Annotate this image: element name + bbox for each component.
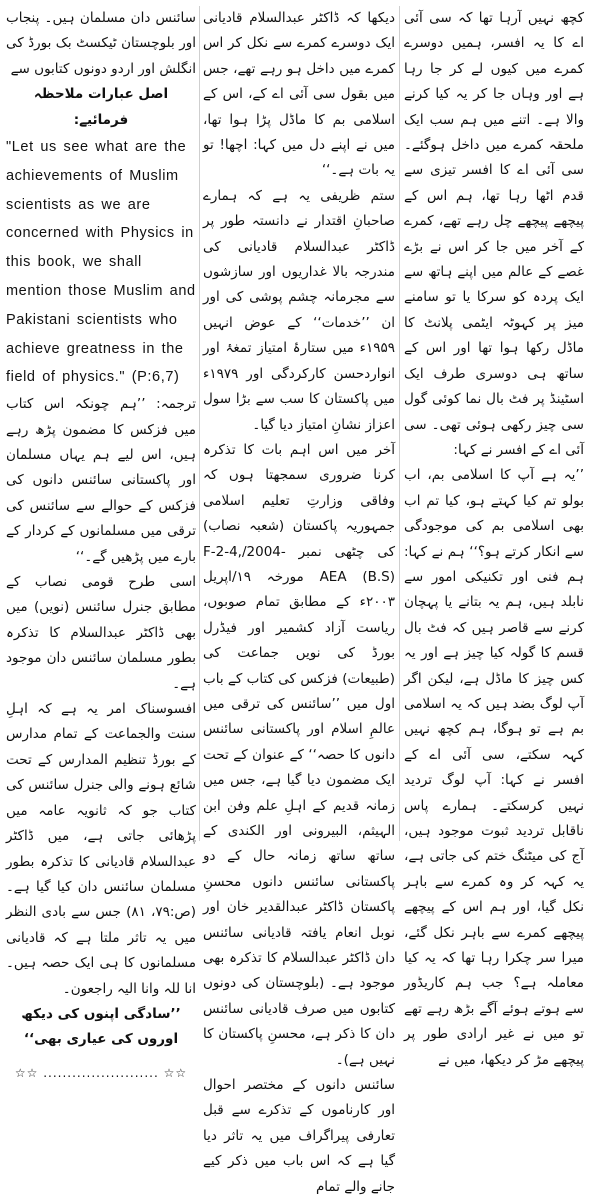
paragraph: ’’یہ ہے آپ کا اسلامی بم، اب بولو تم کیا کہتے ہو، کیا تم اب بھی اسلامی بم کی موجودگی سے انکار کرتے ہو؟‘‘ ہم نے کہا: ہم فنی اور تکنیکی امور سے نابلد ہیں، ہم یہ بتانے یا پہچان کرنے سے قاصر ہیں کہ فٹ بال قسم کا گولہ کیا چیز ہے اور یہ کس چیز کا ماڈل ہے، لیکن اگر آپ لوگ بضد ہیں کہ یہ اسلامی بم ہے تو ہوگا، ہم کچھ نہیں کہہ سکتے، سی آئی اے کے افسر نے کہا: آپ لوگ تردید نہیں کرسکتے۔ ہمارے پاس ناقابل تردید ثبوت موجود ہیں، آج کی میٹنگ ختم کی جاتی ہے، یہ کہہ کر وہ کمرے سے باہر نکل گیا، اور ہم اس کے پیچھے پیچھے کمرے سے باہر نکل گئے، میرا سر چکرا رہا تھا کہ یہ کیا معاملہ ہے؟ جب ہم کاریڈور سے ہوتے ہوئے آگے بڑھ رہے تھے تو میں نے غیر ارادی طور پر پیچھے مڑ کر دیکھا، میں نے xyxy=(404,467,584,1068)
middle-column xyxy=(203,6,395,1195)
column-divider xyxy=(199,6,200,841)
section-end-stars: ☆☆ ........................ ☆☆ xyxy=(14,1065,188,1080)
quote-heading: اصل عبارات ملاحظہ فرمائیے: xyxy=(33,86,169,128)
left-column xyxy=(6,6,196,1080)
paragraph: دیکھا کہ ڈاکٹر عبدالسلام قادیانی ایک دوسرے کمرے سے نکل کر اس کمرے میں داخل ہو رہے تھے، جس میں بقول سی آئی اے کے، اس کے اسلامی بم کا ماڈل پڑا ہوا تھا، میں نے اپنے دل میں کہا: اچھا! تو یہ بات ہے۔‘‘ xyxy=(203,10,395,179)
paragraph: کچھ نہیں آرہا تھا کہ سی آئی اے کا یہ افسر، ہمیں دوسرے کمرے میں کیوں لے کر جا رہا ہے اور وہاں جا کر یہ کیا کرنے والا ہے۔ اتنے میں ہم سب ایک ملحقہ کمرے میں داخل ہوگئے۔ سی آئی اے کا افسر تیزی سے قدم اٹھا رہا تھا، ہم اس کے پیچھے پیچھے چل رہے تھے، کمرے کے آخر میں جا کر اس نے بڑے غصے کے عالم میں اپنے ہاتھ سے ایک پردہ کو سرکا یا تو سامنے میز پر کہوٹہ ایٹمی پلانٹ کا ماڈل رکھا ہوا تھا اور اس کے ساتھ ہی دوسری طرف ایک اسٹینڈ پر فٹ بال نما کوئی گول سی چیز رکھی ہوئی تھی۔ سی آئی اے کے افسر نے کہا: xyxy=(404,10,584,458)
intro-paragraph: سائنس دان مسلمان ہیں۔ پنجاب اور بلوچستان ٹیکسٹ بک بورڈ کی انگلش اور اردو دونوں کتابوں سے xyxy=(6,10,196,77)
paragraph: سائنس دانوں کے مختصر احوال اور کارناموں کے تذکرے سے قبل تعارفی پیراگراف میں یہ تاثر دیا گیا ہے کہ اس باب میں ذکر کیے جانے والے تمام xyxy=(203,1077,395,1195)
paragraph: افسوسناک امر یہ ہے کہ اہلِ سنت والجماعت کے تمام مدارس کے بورڈ تنظیم المدارس کے تحت شائع ہونے والی جنرل سائنس کی کتاب جو کہ ثانویہ عامہ میں پڑھائی جاتی ہے، میں ڈاکٹر عبدالسلام قادیانی کا تذکرہ بطور مسلمان سائنس دان کیا گیا ہے۔ (ص:۷۹، ۸۱) جس سے بادی النظر میں یہ تاثر ملتا ہے کہ قادیانی مسلمانوں کا ہی ایک حصہ ہیں۔ انا للہ وانا الیہ راجعون۔ xyxy=(6,701,196,997)
translation-paragraph: ترجمہ: ’’ہم چونکہ اس کتاب میں فزکس کا مضمون پڑھ رہے ہیں، اس لیے ہم یہاں مسلمان اور پاکستانی سائنس دانوں کی فزکس کے حوالے سے سائنس کی ترقی میں مسلمانوں کے کردار کے بارے میں پڑھیں گے۔‘‘ xyxy=(6,396,196,565)
paragraph: ستم ظریفی یہ ہے کہ ہمارے صاحبانِ اقتدار نے دانستہ طور پر ڈاکٹر عبدالسلام قادیانی کی مندرجہ بالا غداریوں اور سازشوں سے مجرمانہ چشم پوشی کی اور ان ’’خدمات‘‘ کے عوض انہیں ۱۹۵۹ء میں ستارۂ امتیاز تمغۂ اور انواردحسن کارکردگی اور ۱۹۷۹ء میں پاکستان کا سب سے بڑا سول اعزاز نشانِ امتیاز دیا گیا۔ xyxy=(203,187,395,433)
english-quote: "Let us see what are the achievements of Muslim scientists as we are concerned with Physics in this book, we shall mention those Muslim and Pakistani scientists who achieve greatness in the field of physics." (P:6,7) xyxy=(6,139,196,386)
paragraph: اسی طرح قومی نصاب کے مطابق جنرل سائنس (نویں) میں بھی ڈاکٹر عبدالسلام کا تذکرہ بطور مسلمان سائنس دان موجود ہے۔ xyxy=(6,574,196,692)
right-column xyxy=(404,6,584,1068)
column-divider xyxy=(399,6,400,841)
closing-quote: ’’سادگی اپنوں کی دیکھ اوروں کی عیاری بھی‘‘ xyxy=(21,1005,181,1048)
paragraph: آخر میں اس اہم بات کا تذکرہ کرنا ضروری سمجھتا ہوں کہ وفاقی وزارتِ تعلیم اسلامی جمہوریہ پاکستان (شعبہ نصاب) کی چٹھی نمبر F-2-4,/2004-AEA (B.S) مورخہ ۱۹/اپریل ۲۰۰۳ء کے مطابق تمام صوبوں، ریاست آزاد کشمیر اور فیڈرل بورڈ کی نویں جماعت کی (طبیعات) فزکس کی کتاب کے باب اول میں ’’سائنس کی ترقی میں عالمِ اسلام اور پاکستانی سائنس دانوں کا حصہ‘‘ کے عنوان کے تحت ایک مضمون دیا گیا ہے، جس میں زمانہ قدیم کے اہلِ علم وفن ابن الہیثم، البیرونی اور الکندی کے ساتھ ساتھ زمانہ حال کے دو پاکستانی سائنس دانوں محسنِ پاکستان ڈاکٹر عبدالقدیر خان اور نوبل انعام یافتہ قادیانی سائنس دان ڈاکٹر عبدالسلام کا تذکرہ بھی موجود ہے۔ (بلوچستان کی دونوں کتابوں میں صرف قادیانی سائنس دان کا ذکر ہے، محسنِ پاکستان کا نہیں ہے)۔ xyxy=(203,441,395,1068)
